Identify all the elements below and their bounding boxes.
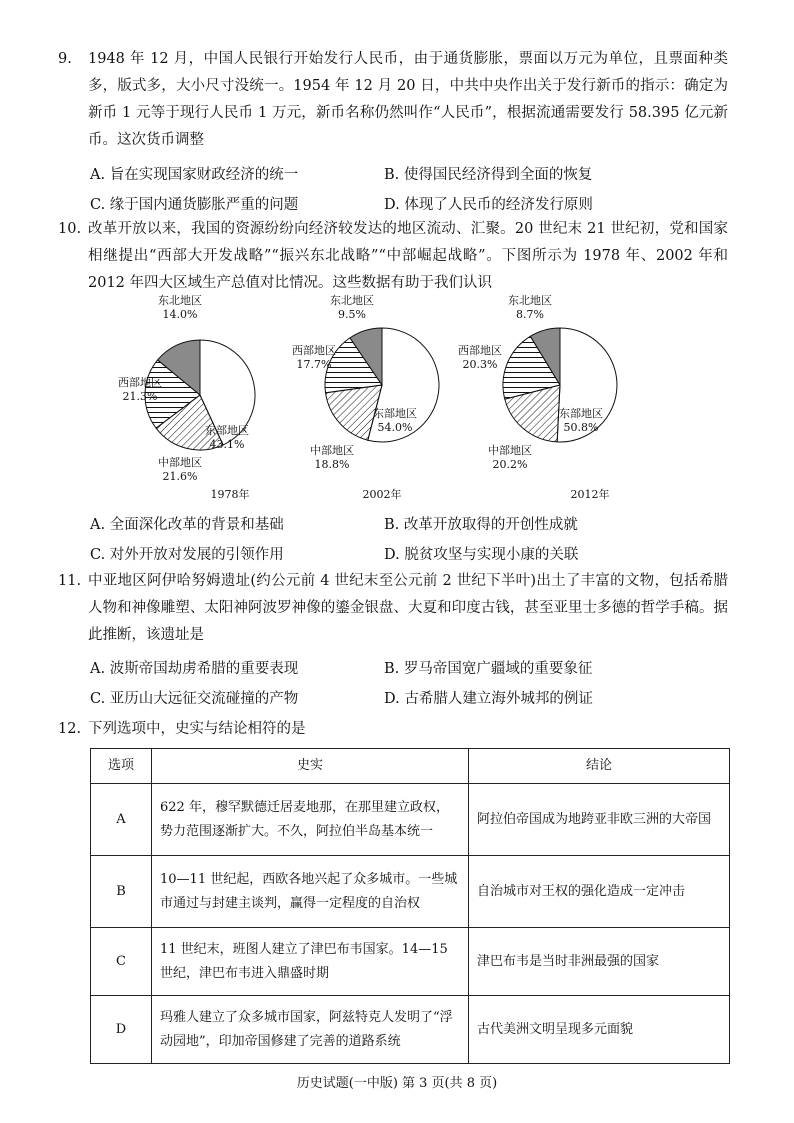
question-stem: 改革开放以来，我国的资源纷纷向经济较发达的地区流动、汇聚。20 世纪末 21 世纪初，党和国家相继提出“西部大开发战略”“振兴东北战略”“中部崛起战略”。下图所示为 1978 年、2002 年和 2012 年四大区域生产总值对比情况。这些数据有助于我们认识 <box>88 221 728 291</box>
pie-charts <box>118 294 630 505</box>
question-stem: 下列选项中，史实与结论相符的是 <box>88 721 306 737</box>
question-12 <box>58 716 728 743</box>
row-option: D <box>91 996 152 1064</box>
table-row <box>91 996 730 1064</box>
column-header-conclusion: 结论 <box>469 749 730 784</box>
row-option: B <box>91 856 152 928</box>
pie-value-label: 54.0% <box>377 421 413 434</box>
question-number: 10. <box>58 221 82 237</box>
pie-value-label: 17.7% <box>296 358 332 371</box>
pie-category-label: 中部地区 <box>488 444 532 457</box>
pie-year-title: 1978年 <box>210 488 250 501</box>
pie-category-label: 东北地区 <box>330 294 374 307</box>
pie-category-label: 东部地区 <box>205 424 249 437</box>
pie-value-label: 18.8% <box>314 458 350 471</box>
row-conclusion: 津巴布韦是当时非洲最强的国家 <box>469 928 730 996</box>
option-b[interactable]: B. 使得国民经济得到全面的恢复 <box>384 167 593 183</box>
question-number: 11. <box>58 573 82 589</box>
row-fact: 11 世纪末，班图人建立了津巴布韦国家。14—15 世纪，津巴布韦进入鼎盛时期 <box>152 928 469 996</box>
option-d[interactable]: D. 古希腊人建立海外城邦的例证 <box>384 691 593 707</box>
pie-value-label: 20.2% <box>492 458 528 471</box>
row-fact: 玛雅人建立了众多城市国家，阿兹特克人发明了“浮动园地”，印加帝国修建了完善的道路系统 <box>152 996 469 1064</box>
pie-value-label: 21.6% <box>162 470 198 483</box>
pie-category-label: 中部地区 <box>310 444 354 457</box>
row-fact: 622 年，穆罕默德迁居麦地那，在那里建立政权，势力范围逐渐扩大。不久，阿拉伯半岛基本统一 <box>152 784 469 856</box>
pie-value-label: 21.3% <box>122 390 158 403</box>
pie-charts-svg <box>118 294 630 505</box>
pie-category-label: 东部地区 <box>373 407 417 420</box>
pie-value-label: 20.3% <box>462 358 498 371</box>
option-d[interactable]: D. 脱贫攻坚与实现小康的关联 <box>384 547 579 563</box>
pie-value-label: 14.0% <box>162 308 198 321</box>
pie-category-label: 东北地区 <box>158 294 202 307</box>
option-d[interactable]: D. 体现了人民币的经济发行原则 <box>384 197 593 213</box>
row-conclusion: 古代美洲文明呈现多元面貌 <box>469 996 730 1064</box>
pie-year-title: 2012年 <box>570 488 610 501</box>
pie-value-label: 50.8% <box>563 421 599 434</box>
facts-table <box>90 748 730 1064</box>
row-conclusion: 阿拉伯帝国成为地跨亚非欧三洲的大帝国 <box>469 784 730 856</box>
option-c[interactable]: C. 对外开放对发展的引领作用 <box>90 547 284 563</box>
option-a[interactable]: A. 全面深化改革的背景和基础 <box>90 517 284 533</box>
question-number: 12. <box>58 721 82 737</box>
option-a[interactable]: A. 波斯帝国劫虏希腊的重要表现 <box>90 661 299 677</box>
pie-category-label: 西部地区 <box>118 376 162 389</box>
pie-value-label: 43.1% <box>209 438 245 451</box>
row-fact: 10—11 世纪起，西欧各地兴起了众多城市。一些城市通过与封建主谈判，赢得一定程度的自治权 <box>152 856 469 928</box>
question-11-options <box>90 654 730 714</box>
column-header-fact: 史实 <box>152 749 469 784</box>
option-c[interactable]: C. 亚历山大远征交流碰撞的产物 <box>90 691 299 707</box>
question-10-options <box>90 510 730 570</box>
column-header-option: 选项 <box>91 749 152 784</box>
table-header-row <box>91 749 730 784</box>
pie-category-label: 东北地区 <box>508 294 552 307</box>
question-11 <box>58 568 728 649</box>
question-9 <box>58 46 728 154</box>
pie-category-label: 西部地区 <box>458 344 502 357</box>
pie-year-title: 2002年 <box>362 488 402 501</box>
table-row <box>91 928 730 996</box>
question-stem: 中亚地区阿伊哈努姆遗址(约公元前 4 世纪末至公元前 2 世纪下半叶)出土了丰富的文物，包括希腊人物和神像雕塑、太阳神阿波罗神像的鎏金银盘、大夏和印度古钱，甚至亚里士多德的哲学手稿。据此推断，该遗址是 <box>88 573 728 643</box>
option-a[interactable]: A. 旨在实现国家财政经济的统一 <box>90 167 299 183</box>
pie-value-label: 8.7% <box>516 308 544 321</box>
row-option: C <box>91 928 152 996</box>
row-conclusion: 自治城市对王权的强化造成一定冲击 <box>469 856 730 928</box>
pie-category-label: 西部地区 <box>292 344 336 357</box>
pie-category-label: 中部地区 <box>158 456 202 469</box>
question-9-options <box>90 160 730 220</box>
pie-value-label: 9.5% <box>338 308 366 321</box>
page-footer: 历史试题(一中版) 第 3 页(共 8 页) <box>296 1076 498 1091</box>
row-option: A <box>91 784 152 856</box>
question-stem: 1948 年 12 月，中国人民银行开始发行人民币，由于通货膨胀，票面以万元为单位，且票面种类多，版式多，大小尺寸没统一。1954 年 12 月 20 日，中共中央作出关于发行新币的指示：确定为新币 1 元等于现行人民币 1 万元，新币名称仍然叫作“人民币”，根据流通需要发行 58.395 亿元新币。这次货币调整 <box>88 51 728 148</box>
pie-category-label: 东部地区 <box>559 407 603 420</box>
question-number: 9. <box>58 51 72 67</box>
option-b[interactable]: B. 罗马帝国宽广疆域的重要象征 <box>384 661 593 677</box>
table-row <box>91 784 730 856</box>
option-c[interactable]: C. 缘于国内通货膨胀严重的问题 <box>90 197 299 213</box>
question-10 <box>58 216 728 297</box>
table-row <box>91 856 730 928</box>
option-b[interactable]: B. 改革开放取得的开创性成就 <box>384 517 578 533</box>
